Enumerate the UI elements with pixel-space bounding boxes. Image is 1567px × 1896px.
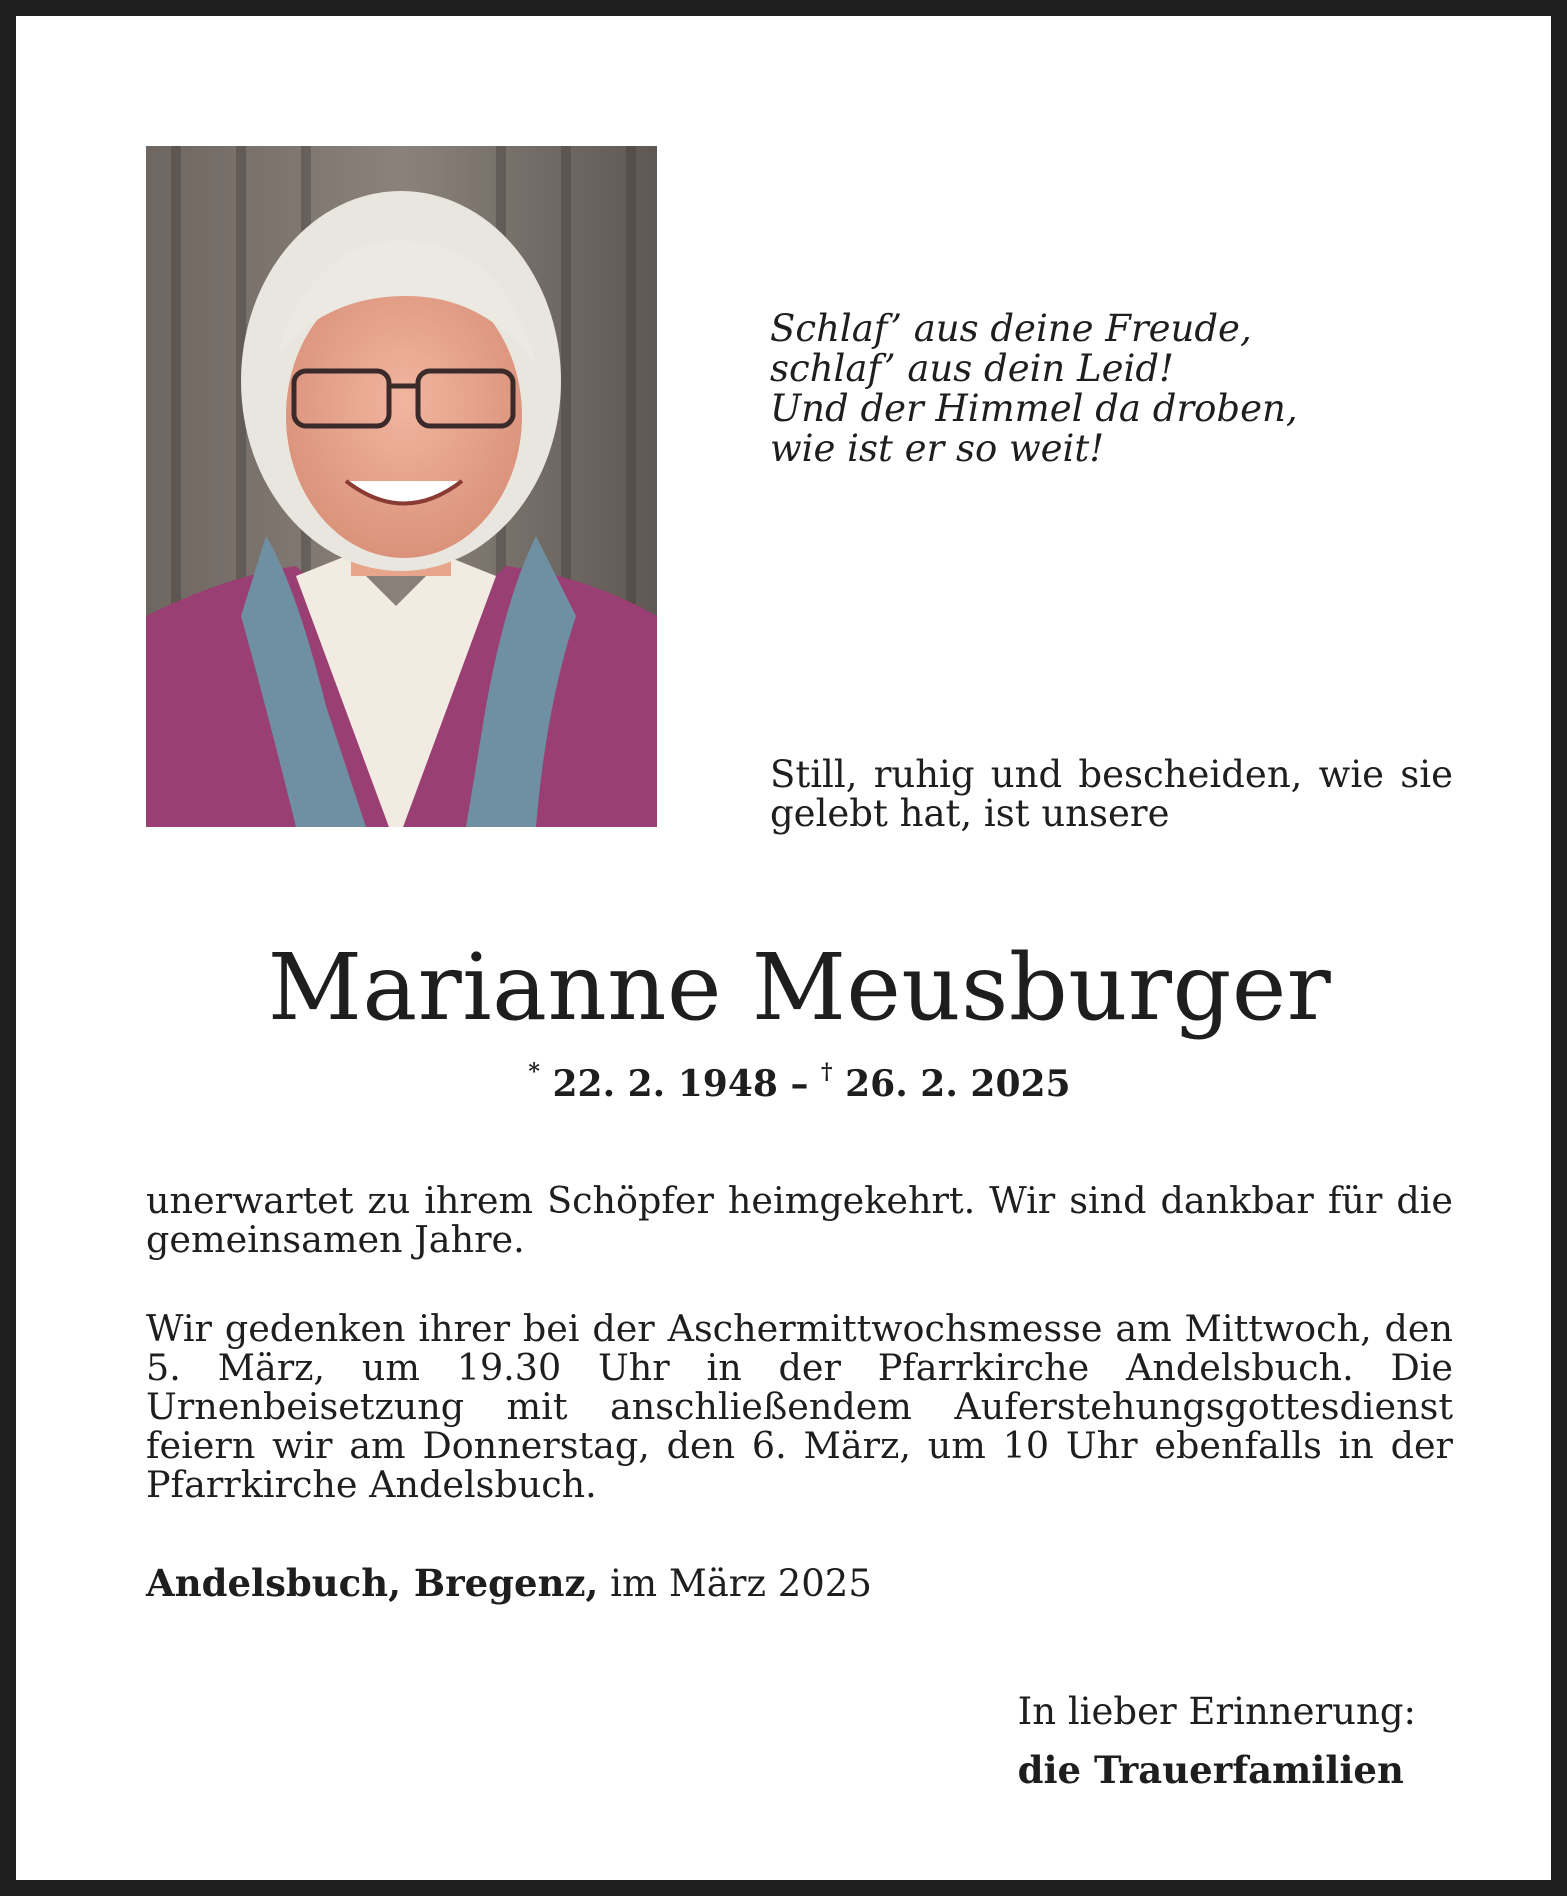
poem-line: schlaf’ aus dein Leid! [770,347,1174,390]
life-dates [16,1054,1567,1106]
intro-text: Still, ruhig und bescheiden, wie sie gelebt hat, ist unsere [770,753,1453,835]
birth-symbol: * [528,1059,540,1085]
birth-date: 22. 2. 1948 [552,1063,778,1105]
place-month: im März 2025 [610,1562,872,1605]
place-date [146,1561,872,1606]
death-date: 26. 2. 2025 [845,1063,1071,1105]
poem [770,309,1298,469]
deceased-name: Marianne Meusburger [267,934,1332,1041]
paragraph-service: Wir gedenken ihrer bei der Aschermittwochsmesse am Mittwoch, den 5. März, um 19.30 Uhr in der Pfarrkirche Andelsbuch. Die Urnenbeisetzung mit anschließendem Auferstehungsgottesdienst feiern wir am Donnerstag, den 6. März, um 10 Uhr ebenfalls in der Pfarrkirche Andelsbuch. [146,1307,1453,1506]
signature [1018,1683,1416,1799]
death-symbol: † [821,1059,833,1085]
portrait-photo-icon [146,146,657,827]
signature-family: die Trauerfamilien [1017,1748,1404,1792]
date-separator: – [790,1063,809,1105]
paragraph-homecoming: unerwartet zu ihrem Schöpfer heimgekehrt. Wir sind dankbar für die gemeinsamen Jahre. [146,1179,1453,1261]
poem-line: Schlaf’ aus deine Freude, [770,307,1252,350]
signature-memory: In lieber Erinnerung: [1017,1690,1416,1733]
poem-line: wie ist er so weit! [770,427,1105,470]
poem-line: Und der Himmel da droben, [770,387,1298,430]
portrait-photo [146,146,657,827]
place-locations: Andelsbuch, Bregenz, [146,1561,599,1605]
